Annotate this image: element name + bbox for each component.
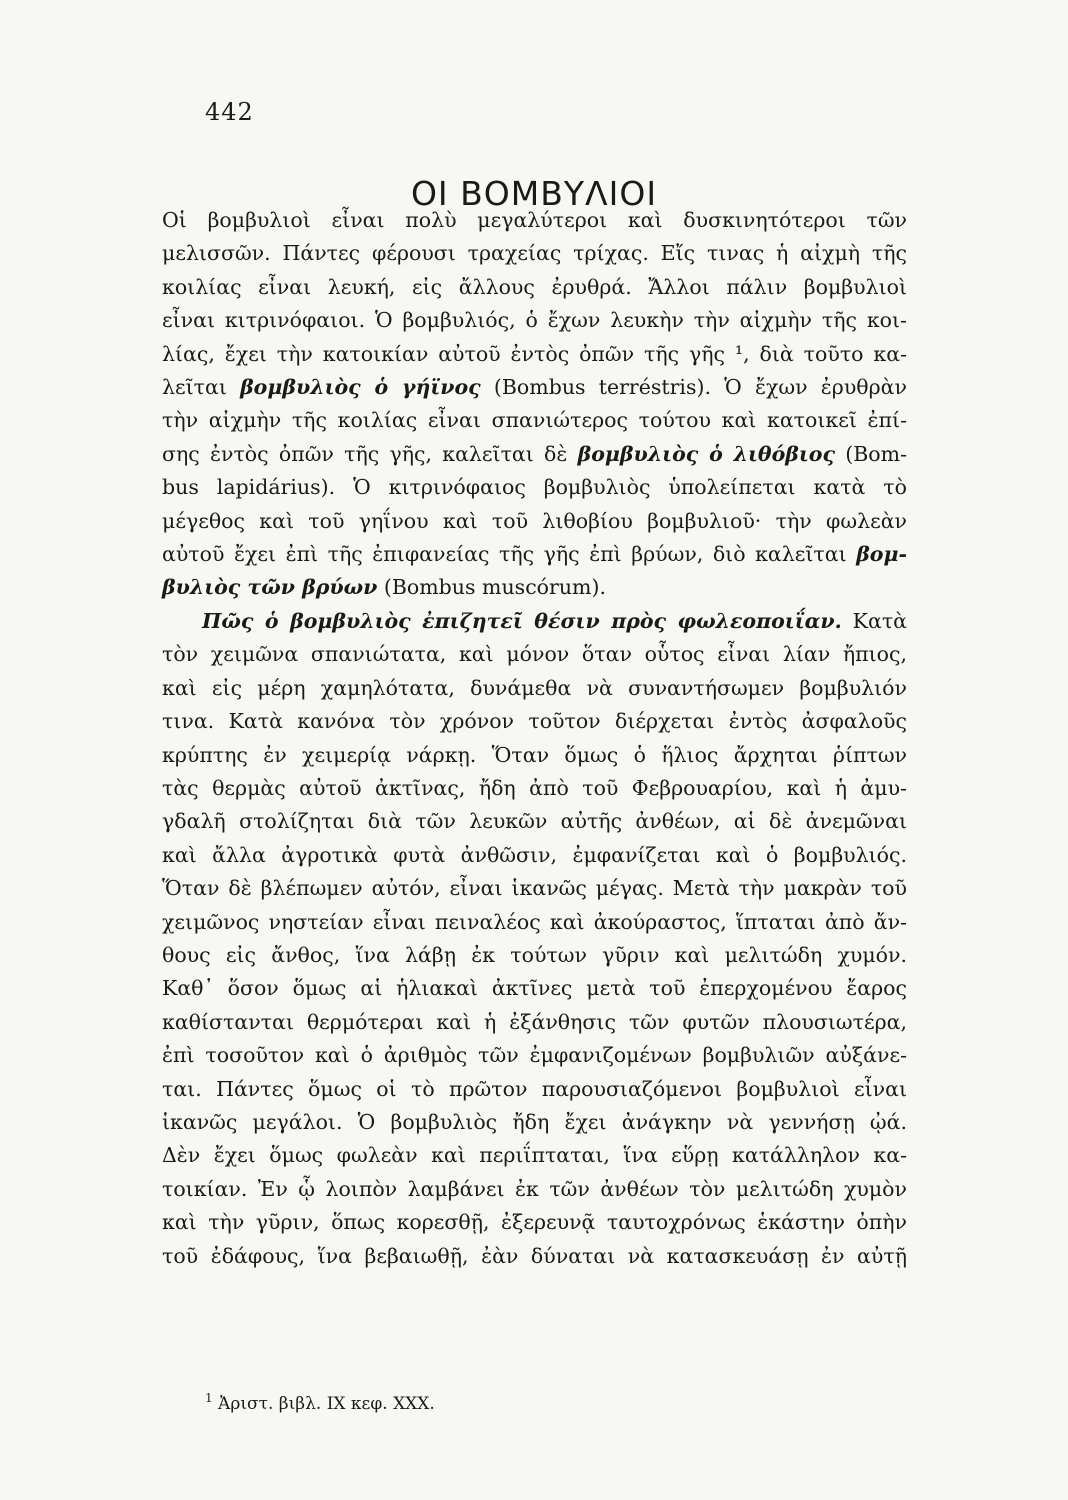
section-heading: Πῶς ὁ βομβυλιὸς ἐπιζητεῖ θέσιν πρὸς φωλεοποιΐαν. — [202, 608, 842, 633]
species-name-muscorum-end: βυλιὸς τῶν βρύων — [162, 575, 378, 600]
text-line-18: τὰς θερμὰς αὐτοῦ ἀκτῖνας, ἤδη ἀπὸ τοῦ Φεβρουαρίου, καὶ ἡ ἀμυ- — [162, 775, 907, 800]
text-line-3: κοιλίας εἶναι λευκή, εἰς ἄλλους ἐρυθρά. Ἄλλοι πάλιν βομβυλιοὶ — [162, 274, 907, 299]
text-line-10: μέγεθος καὶ τοῦ γηΐνου καὶ τοῦ λιθοβίου βομβυλιοῦ· τὴν φωλεὰν — [162, 508, 907, 533]
text-line-28: ἱκανῶς μεγάλοι. Ὁ βομβυλιὸς ἤδη ἔχει ἀνάγκην νὰ γεννήσῃ ᾠά. — [162, 1109, 907, 1134]
text-line-27: ται. Πάντες ὅμως οἱ τὸ πρῶτον παρουσιαζόμενοι βομβυλιοὶ εἶναι — [162, 1076, 907, 1101]
species-name-lapidarius: βομβυλιὸς ὁ λιθόβιος — [577, 441, 835, 466]
text-line-11: αὐτοῦ ἔχει ἐπὶ τῆς ἐπιφανείας τῆς γῆς ἐπὶ βρύων, διὸ καλεῖται βομ- — [162, 542, 907, 567]
text-line-30: τοικίαν. Ἐν ᾧ λοιπὸν λαμβάνει ἐκ τῶν ἀνθέων τὸν μελιτώδη χυμὸν — [162, 1176, 907, 1201]
species-name-terrestris: βομβυλιὸς ὁ γήϊνος — [240, 375, 481, 400]
text-line-32: τοῦ ἐδάφους, ἵνα βεβαιωθῇ, ἐὰν δύναται νὰ κατασκευάσῃ ἐν αὐτῇ — [162, 1243, 907, 1268]
text-line-1: Οἱ βομβυλιοὶ εἶναι πολὺ μεγαλύτεροι καὶ δυσκινητότεροι τῶν — [162, 208, 907, 232]
text-line-9: bus lapidárius). Ὁ κιτρινόφαιος βομβυλιὸς ὑπολείπεται κατὰ τὸ — [162, 475, 907, 500]
text-line-2: μελισσῶν. Πάντες φέρουσι τραχείας τρίχας. Εἴς τινας ἡ αἰχμὴ τῆς — [162, 241, 907, 266]
text-line-4: εἶναι κιτρινόφαιοι. Ὁ βομβυλιός, ὁ ἔχων λευκὴν τὴν αἰχμὴν τῆς κοι- — [162, 308, 907, 333]
text-line-29: Δὲν ἔχει ὅμως φωλεὰν καὶ περιΐπταται, ἵνα εὕρῃ κατάλληλον κα- — [162, 1143, 907, 1168]
text-line-22: χειμῶνος νηστείαν εἶναι πειναλέος καὶ ἀκούραστος, ἵπταται ἀπὸ ἄν- — [162, 909, 907, 934]
text-line-14: τὸν χειμῶνα σπανιώτατα, καὶ μόνον ὅταν οὗτος εἶναι λίαν ἤπιος, — [162, 642, 907, 667]
body-text — [162, 204, 907, 1273]
chapter-title: ΟΙ ΒΟΜΒΥΛΙΟΙ — [410, 174, 658, 214]
text-line-13: Πῶς ὁ βομβυλιὸς ἐπιζητεῖ θέσιν πρὸς φωλεοποιΐαν. Κατὰ — [202, 608, 908, 633]
text-line-21: Ὅταν δὲ βλέπωμεν αὐτόν, εἶναι ἱκανῶς μέγας. Μετὰ τὴν μακρὰν τοῦ — [162, 876, 907, 901]
text-line-6: λεῖται βομβυλιὸς ὁ γήϊνος (Bombus terréstris). Ὁ ἔχων ἐρυθρὰν — [162, 375, 907, 400]
text-line-16: τινα. Κατὰ κανόνα τὸν χρόνον τοῦτον διέρχεται ἐντὸς ἀσφαλοῦς — [162, 709, 907, 734]
footnote-mark: 1 — [205, 1391, 213, 1405]
text-line-31: καὶ τὴν γῦριν, ὅπως κορεσθῇ, ἐξερευνᾷ ταυτοχρόνως ἑκάστην ὀπὴν — [162, 1210, 907, 1235]
text-line-20: καὶ ἄλλα ἀγροτικὰ φυτὰ ἀνθῶσιν, ἐμφανίζεται καὶ ὁ βομβυλιός. — [162, 842, 907, 867]
text-line-17: κρύπτης ἐν χειμερίᾳ νάρκῃ. Ὅταν ὅμως ὁ ἥλιος ἄρχηται ῥίπτων — [162, 742, 907, 767]
text-line-26: ἐπὶ τοσοῦτον καὶ ὁ ἀριθμὸς τῶν ἐμφανιζομένων βομβυλιῶν αὐξάνε- — [162, 1043, 907, 1068]
text-line-12: βυλιὸς τῶν βρύων (Bombus muscórum). — [162, 575, 606, 600]
species-name-muscorum-start: βομ- — [856, 542, 907, 567]
text-line-25: καθίστανται θερμότεραι καὶ ἡ ἐξάνθησις τῶν φυτῶν πλουσιωτέρα, — [162, 1009, 907, 1034]
text-line-7: τὴν αἰχμὴν τῆς κοιλίας εἶναι σπανιώτερος τούτου καὶ κατοικεῖ ἐπί- — [162, 408, 907, 433]
text-line-5: λίας, ἔχει τὴν κατοικίαν αὐτοῦ ἐντὸς ὀπῶν τῆς γῆς ¹, διὰ τοῦτο κα- — [162, 341, 907, 366]
text-line-15: καὶ εἰς μέρη χαμηλότατα, δυνάμεθα νὰ συναντήσωμεν βομβυλιόν — [162, 675, 907, 700]
footnote — [205, 1391, 435, 1414]
page-number: 442 — [205, 98, 254, 126]
text-line-8: σης ἐντὸς ὀπῶν τῆς γῆς, καλεῖται δὲ βομβυλιὸς ὁ λιθόβιος (Bom- — [162, 441, 907, 466]
text-line-24: Καθ᾽ ὅσον ὅμως αἱ ἡλιακαὶ ἀκτῖνες μετὰ τοῦ ἐπερχομένου ἔαρος — [162, 976, 907, 1001]
text-line-19: γδαλῆ στολίζηται διὰ τῶν λευκῶν αὐτῆς ἀνθέων, αἱ δὲ ἀνεμῶναι — [162, 809, 907, 834]
footnote-text: Ἀριστ. βιβλ. IX κεφ. XXX. — [218, 1394, 435, 1414]
text-line-23: θους εἰς ἄνθος, ἵνα λάβῃ ἐκ τούτων γῦριν καὶ μελιτώδη χυμόν. — [162, 942, 907, 967]
